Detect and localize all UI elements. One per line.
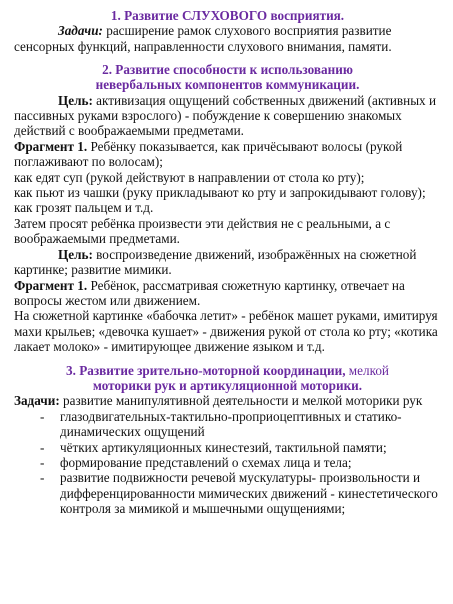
- section-1-tasks-text: расширение рамок слухового восприятия развитие сенсорных функций, направленности слухового внимания, памяти.: [14, 23, 392, 54]
- section-1-title-caps: СЛУХОВОГО: [181, 8, 268, 23]
- section-3-title: [14, 363, 441, 394]
- line-soup: как едят суп (рукой действуют в направлении от стола ко рту);: [14, 169, 365, 185]
- section-3-title-line1: [14, 363, 441, 378]
- section-2-fragment-2: [14, 278, 441, 309]
- section-2-title: [14, 62, 441, 92]
- list-item: - чётких артикуляционных кинестезий, тактильной памяти;: [44, 440, 441, 455]
- list-item: - развитие подвижности речевой мускулатуры- произвольности и дифференцированности мимических движений - кинестетического контроля за мимикой и мышечными ощущениями;: [44, 470, 441, 516]
- section-3-tasks-text: развитие манипулятивной деятельности и мелкой моторики рук: [59, 393, 423, 409]
- fragment-2-text: Ребёнок, рассматривая сюжетную картинку, отвечает на вопросы жестом или движением.: [14, 277, 405, 308]
- section-3-title-b: мелкой: [345, 362, 389, 378]
- fragment-1-label: Фрагмент 1.: [14, 138, 88, 154]
- goal-2-label: Цель:: [58, 246, 93, 262]
- section-1-title-a: 1. Развитие: [110, 8, 182, 23]
- line-then: Затем просят ребёнка произвести эти действия не с реальными, а с воображаемыми предметами.: [14, 215, 391, 247]
- section-2-title-line2: невербальных компонентов коммуникации.: [95, 77, 360, 93]
- goal-1-text: активизация ощущений собственных движений (активных и пассивных руками взрослого) - побуждение к совершению знакомых действий с воображаемыми предметами.: [14, 92, 437, 139]
- section-1-tasks: [14, 23, 441, 54]
- section-2-fragment-1: [14, 139, 441, 170]
- list-item: - формирование представлений о схемах лица и тела;: [44, 455, 441, 470]
- section-1-tasks-label: Задачи:: [58, 23, 103, 39]
- section-3-list: [14, 409, 441, 517]
- section-3-title-line2: моторики рук и артикуляционной моторики.: [92, 377, 363, 393]
- line-cup: как пьют из чашки (руку прикладывают ко рту и запрокидывают голову); как грозят пальцем и т.д.: [14, 185, 426, 216]
- section-1-title: [14, 8, 441, 23]
- section-2-title-line1: 2. Развитие способности к использованию: [102, 62, 353, 78]
- section-3-tasks: [14, 393, 441, 408]
- fragment-2-label: Фрагмент 1.: [14, 277, 88, 293]
- fragment-1-text: Ребёнку показывается, как причёсывают волосы (рукой поглаживают по волосам);: [14, 138, 403, 170]
- section-3-title-a: 3. Развитие зрительно-моторной координации,: [66, 362, 346, 378]
- section-2-goal-1: [14, 93, 441, 139]
- line-picture: На сюжетной картинке «бабочка летит» - ребёнок машет руками, имитируя махи крыльев; «девочка кушает» - движения рукой от стола ко рту; «котика лакает молоко» - имитирующее движение языком и т.д.: [14, 308, 438, 355]
- list-item: - глазодвигательных-тактильно-проприоцептивных и статико-динамических ощущений: [44, 409, 441, 440]
- section-3-tasks-label: Задачи:: [14, 393, 60, 409]
- section-1-title-b: восприятия.: [267, 8, 345, 23]
- goal-1-label: Цель:: [58, 92, 93, 108]
- goal-2-text: воспроизведение движений, изображённых на сюжетной картинке; развитие мимики.: [14, 246, 417, 278]
- section-2-goal-2: [14, 247, 441, 278]
